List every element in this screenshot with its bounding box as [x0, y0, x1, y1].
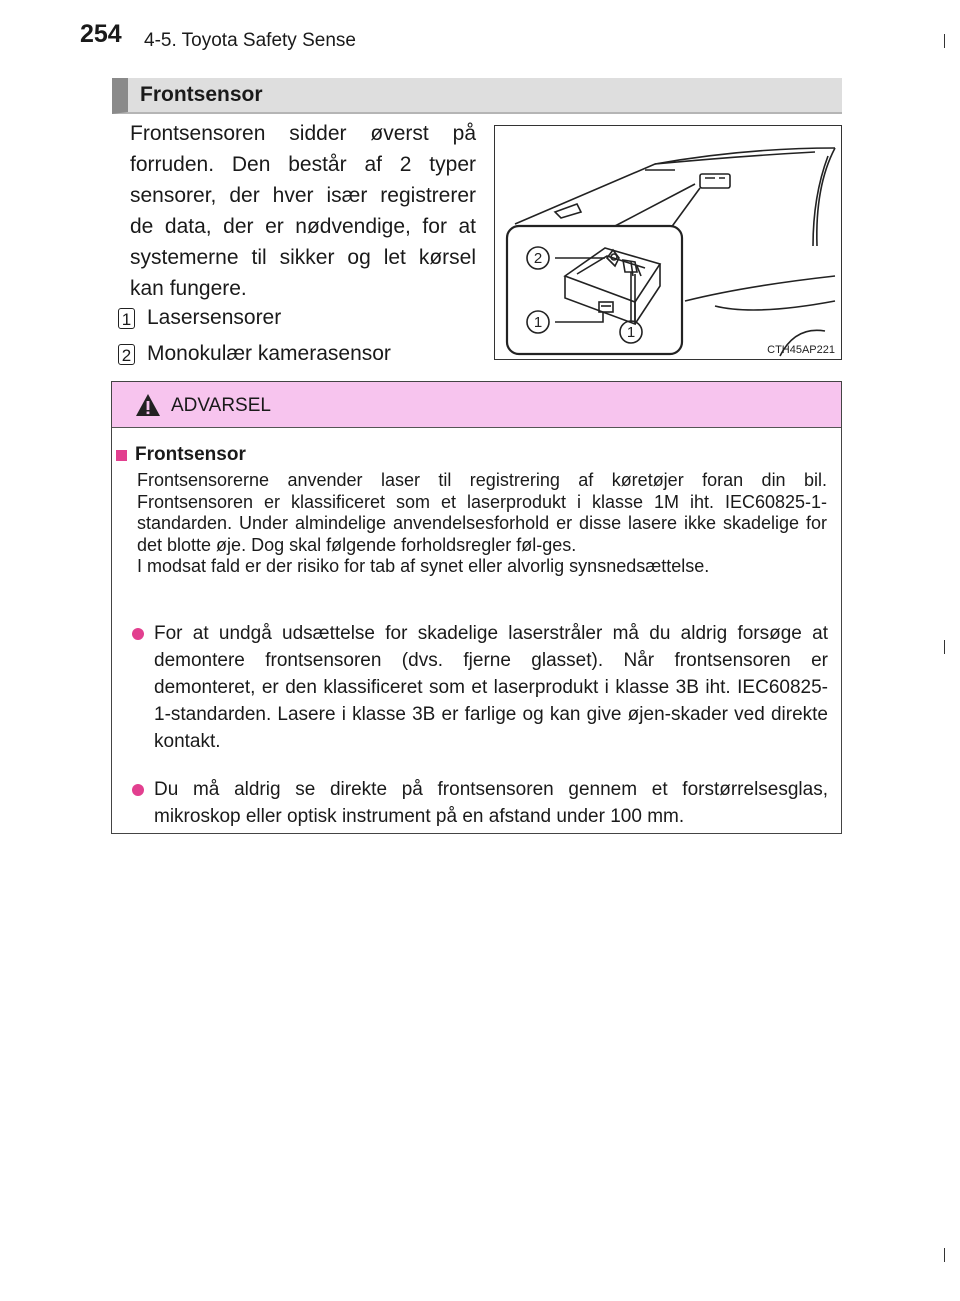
- warning-subheading: [116, 444, 246, 466]
- warning-box: [111, 381, 842, 834]
- subheading-text: Frontsensor: [135, 444, 246, 465]
- chapter-title: 4-5. Toyota Safety Sense: [144, 30, 356, 51]
- circle-bullet-icon: [132, 628, 144, 640]
- circle-bullet-icon: [132, 784, 144, 796]
- legend-label: Monokulær kamerasensor: [147, 342, 391, 365]
- windshield-sensor-drawing: [495, 126, 840, 358]
- section-header: [112, 78, 842, 114]
- callout-label: 2: [533, 250, 543, 267]
- callout-label: 1: [533, 314, 543, 331]
- legend-item-1: [118, 306, 281, 330]
- section-title: Frontsensor: [140, 83, 263, 106]
- page-number: 254: [80, 20, 122, 48]
- crop-mark: [944, 640, 945, 654]
- warning-paragraph-text-2: I modsat fald er der risiko for tab af synet eller alvorlig synsnedsættelse.: [137, 556, 710, 576]
- warning-bullet-2: [132, 776, 828, 830]
- bullet-text: Du må aldrig se direkte på frontsensoren gennem et forstørrelsesglas, mikroskop eller optisk instrument på en afstand under 100 mm.: [154, 779, 828, 827]
- legend-item-2: [118, 342, 391, 366]
- intro-text: Frontsensoren sidder øverst på forruden. Den består af 2 typer sensorer, der hver især registrerer de data, der er nødvendige, for at systemerne til sikker og let kørsel kan fungere.: [130, 122, 476, 300]
- legend-number: 2: [118, 344, 135, 365]
- figure-code: CTH45AP221: [767, 344, 835, 356]
- warning-paragraph-text: Frontsensorerne anvender laser til registrering af køretøjer foran din bil. Frontsensoren er klassificeret som et laserprodukt i klasse 1M iht. IEC60825-1-standarden. Under almindelige anvendelsesforhold er disse lasere ikke skadelige for det blotte øje. Dog skal følgende forholdsregler føl-ges.: [137, 470, 827, 555]
- sensor-illustration: [494, 125, 842, 360]
- warning-bullet-1: [132, 620, 828, 755]
- legend-label: Lasersensorer: [147, 306, 282, 329]
- warning-header: [112, 382, 841, 428]
- legend-number: 1: [118, 308, 135, 329]
- warning-title: ADVARSEL: [171, 395, 271, 416]
- square-bullet-icon: [116, 450, 127, 461]
- warning-paragraph: [137, 470, 827, 578]
- crop-mark: [944, 1248, 945, 1262]
- callout-label: 1: [626, 324, 636, 341]
- crop-mark: [944, 34, 945, 48]
- warning-triangle-icon: [135, 393, 161, 417]
- bullet-text: For at undgå udsættelse for skadelige laserstråler må du aldrig forsøge at demontere frontsensoren (dvs. fjerne glasset). Når frontsensoren er demonteret, er den klassificeret som et laserprodukt i klasse 3B iht. IEC60825-1-standarden. Lasere i klasse 3B er farlige og kan give øjen-skader ved direkte kontakt.: [154, 623, 828, 752]
